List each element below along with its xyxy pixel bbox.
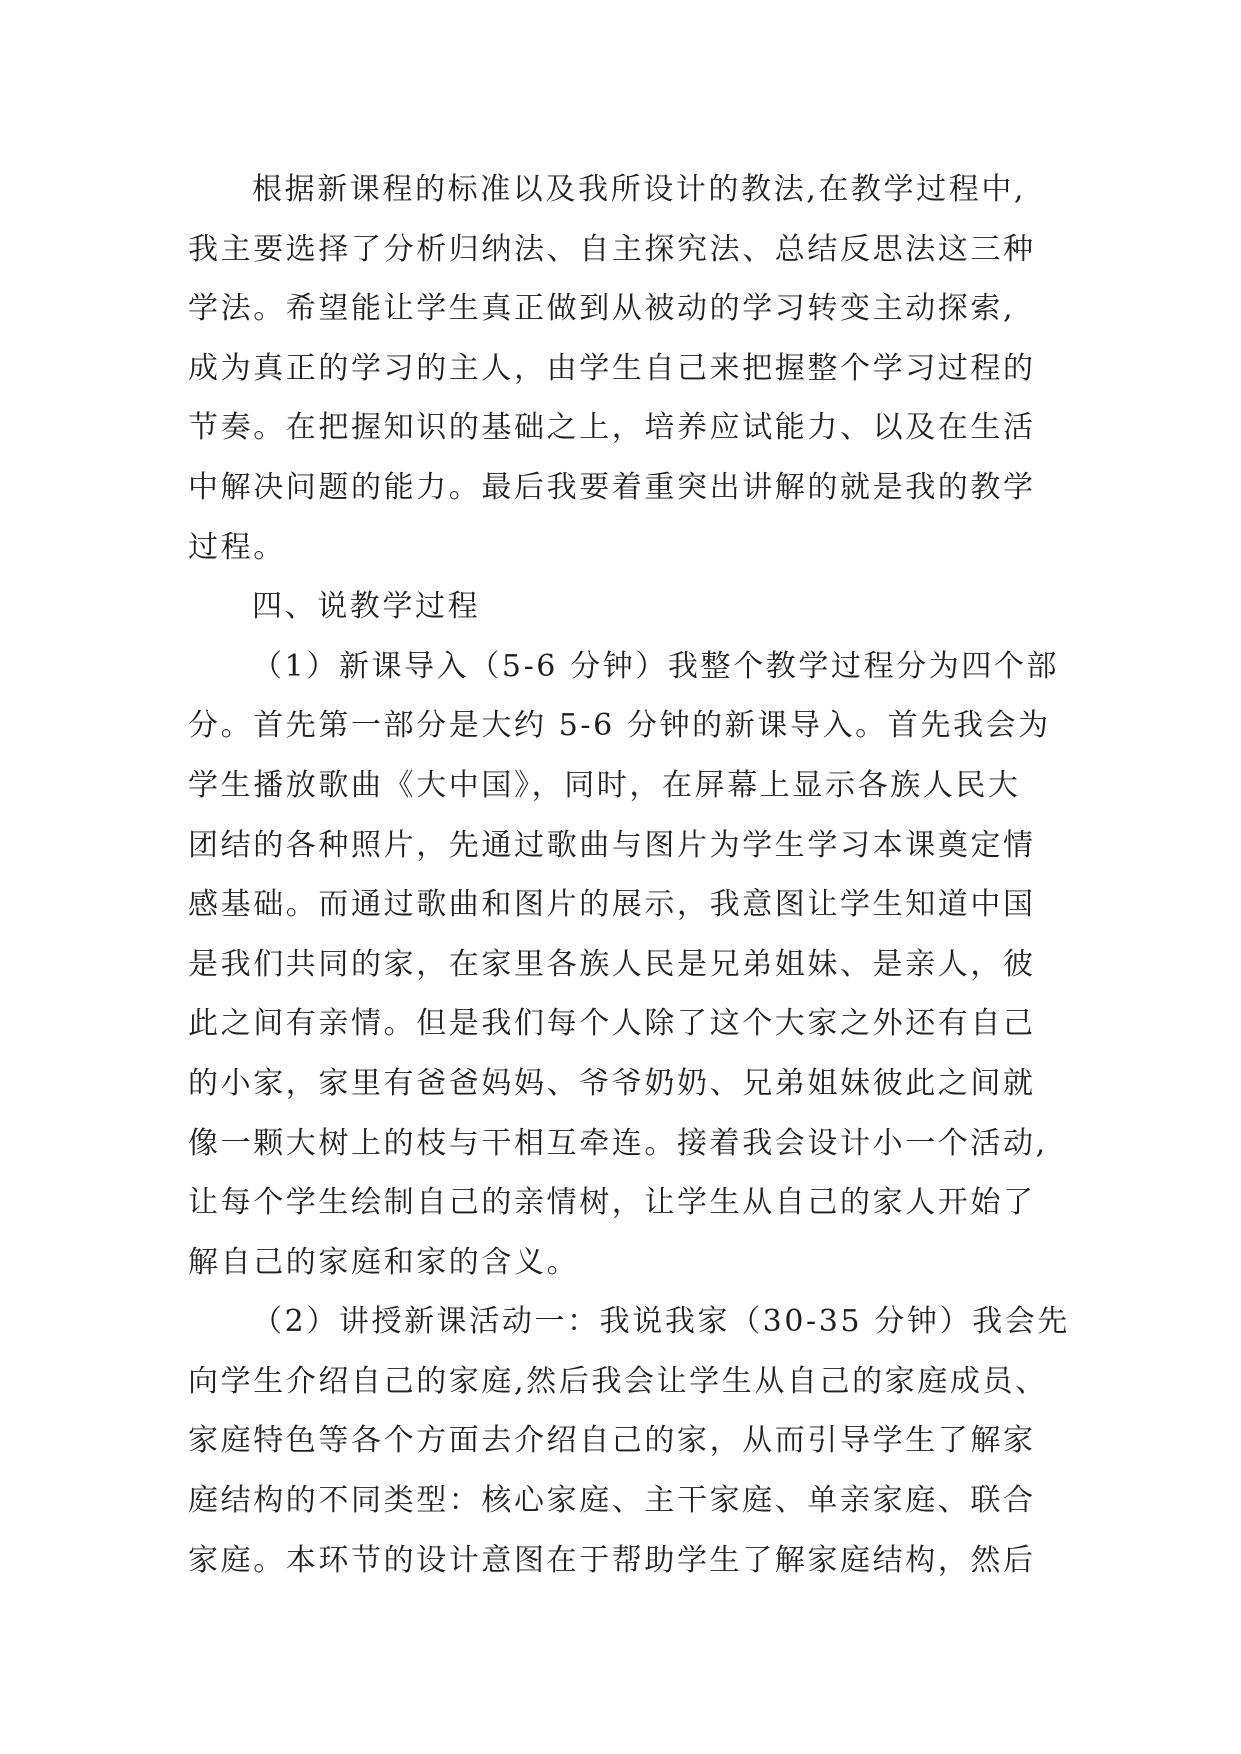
paragraph-line: 向学生介绍自己的家庭,然后我会让学生从自己的家庭成员、 [188, 1363, 1048, 1399]
paragraph-line: 团结的各种照片，先通过歌曲与图片为学生学习本课奠定情 [188, 827, 1036, 863]
paragraph-line: 中解决问题的能力。最后我要着重突出讲解的就是我的教学 [188, 469, 1036, 505]
paragraph-line: 根据新课程的标准以及我所设计的教法,在教学过程中, [252, 172, 1027, 207]
paragraph-line: 的小家，家里有爸爸妈妈、爷爷奶奶、兄弟姐妹彼此之间就 [188, 1065, 1036, 1101]
paragraph-line: （2）讲授新课活动一：我说我家（30-35 分钟）我会先 [252, 1304, 1070, 1340]
paragraph-line: 节奏。在把握知识的基础之上，培养应试能力、以及在生活 [188, 410, 1036, 446]
paragraph-line: 感基础。而通过歌曲和图片的展示，我意图让学生知道中国 [188, 887, 1036, 923]
section-heading: 四、说教学过程 [252, 589, 481, 625]
paragraph-line: （1）新课导入（5-6 分钟）我整个教学过程分为四个部 [252, 648, 1060, 684]
paragraph-line: 成为真正的学习的主人，由学生自己来把握整个学习过程的 [188, 350, 1036, 386]
paragraph-line: 过程。 [188, 529, 286, 565]
paragraph-line: 此之间有亲情。但是我们每个人除了这个大家之外还有自己 [188, 1006, 1036, 1042]
paragraph-line: 让每个学生绘制自己的亲情树，让学生从自己的家人开始了 [188, 1185, 1036, 1221]
paragraph-line: 是我们共同的家，在家里各族人民是兄弟姐妹、是亲人，彼 [188, 946, 1036, 982]
paragraph-line: 家庭特色等各个方面去介绍自己的家，从而引导学生了解家 [188, 1423, 1036, 1459]
paragraph-line: 学生播放歌曲《大中国》，同时，在屏幕上显示各族人民大 [188, 767, 1021, 803]
paragraph-line: 分。首先第一部分是大约 5-6 分钟的新课导入。首先我会为 [188, 708, 1051, 744]
paragraph-line: 我主要选择了分析归纳法、自主探究法、总结反思法这三种 [188, 231, 1036, 267]
document-body [188, 160, 1068, 1590]
paragraph-line: 学法。希望能让学生真正做到从被动的学习转变主动探索, [188, 291, 1016, 327]
paragraph-line: 家庭。本环节的设计意图在于帮助学生了解家庭结构，然后 [188, 1542, 1036, 1578]
paragraph-line: 像一颗大树上的枝与干相互牵连。接着我会设计小一个活动, [188, 1125, 1048, 1161]
paragraph-line: 解自己的家庭和家的含义。 [188, 1244, 580, 1280]
paragraph-line: 庭结构的不同类型：核心家庭、主干家庭、单亲家庭、联合 [188, 1483, 1036, 1519]
